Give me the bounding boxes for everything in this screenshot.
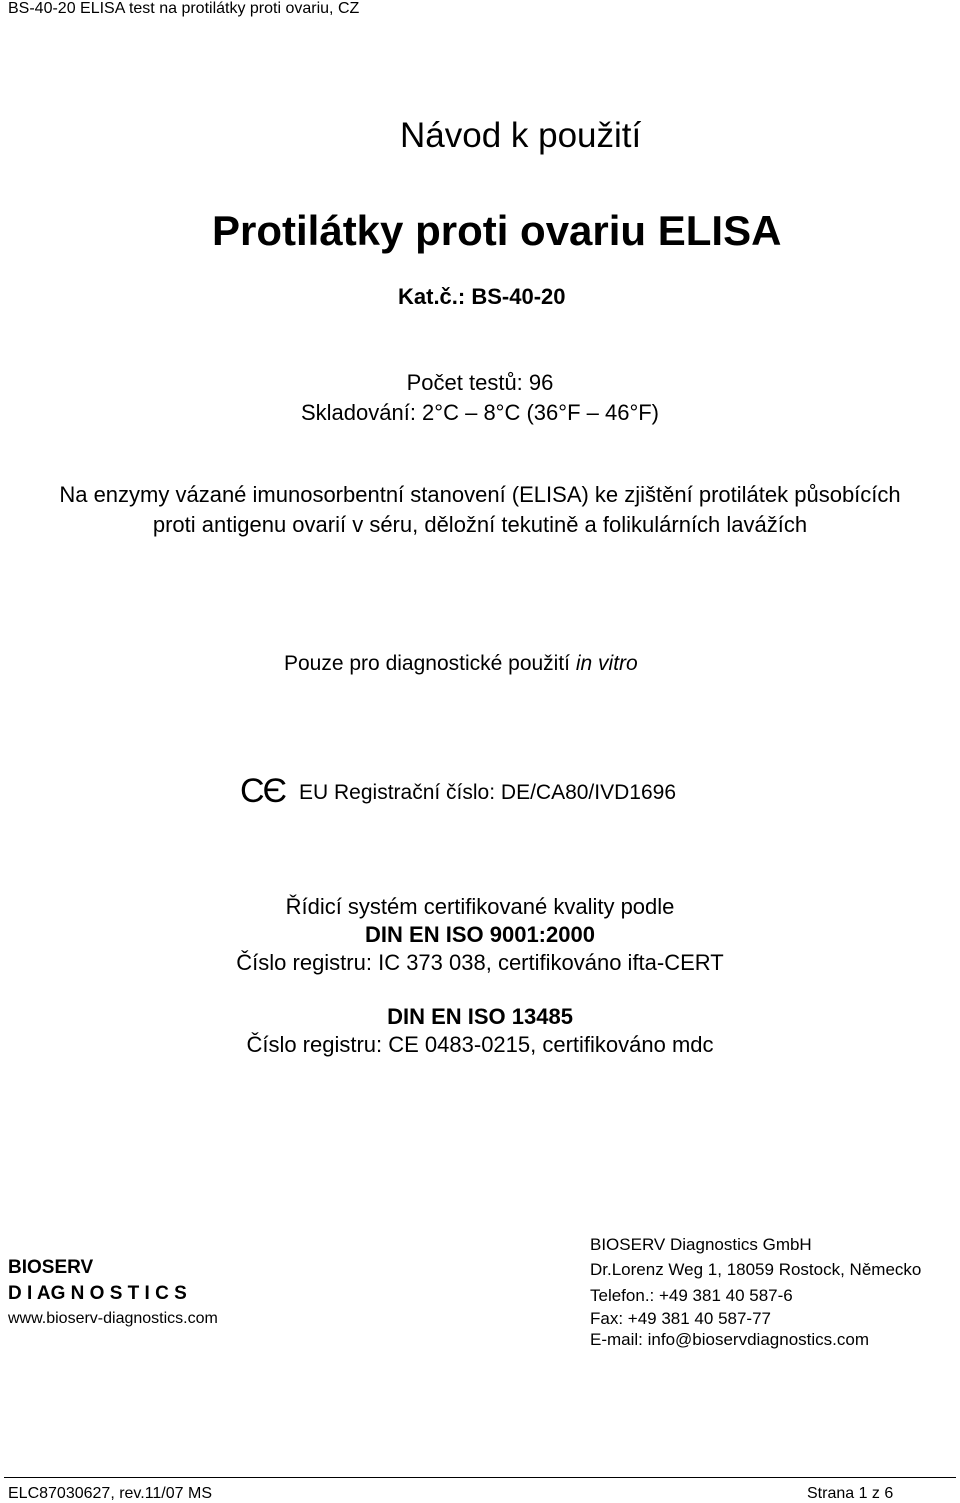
storage-conditions: Skladování: 2°C – 8°C (36°F – 46°F) bbox=[300, 400, 659, 425]
iso-9001-standard: DIN EN ISO 9001:2000 bbox=[365, 922, 595, 947]
company-logo-line-1: BIOSERV bbox=[8, 1257, 94, 1278]
company-website[interactable]: www.bioserv-diagnostics.com bbox=[8, 1310, 218, 1327]
ivd-notice bbox=[284, 652, 638, 676]
iso-9001-registry: Číslo registru: IC 373 038, certifikováno ifta-CERT bbox=[236, 950, 724, 975]
company-logo-line-2: D I AG N O S T I C S bbox=[8, 1283, 187, 1304]
iso-13485-registry: Číslo registru: CE 0483-0215, certifikováno mdc bbox=[246, 1032, 714, 1057]
footer-divider bbox=[4, 1477, 956, 1478]
description-line-2: proti antigenu ovarií v séru, děložní tekutině a folikulárních lavážích bbox=[152, 512, 808, 537]
company-address: Dr.Lorenz Weg 1, 18059 Rostock, Německo bbox=[590, 1260, 922, 1279]
quality-system-line: Řídicí systém certifikované kvality podle bbox=[285, 894, 675, 919]
ce-registration bbox=[240, 772, 676, 811]
description-line-1: Na enzymy vázané imunosorbentní stanovení (ELISA) ke zjištění protilátek působících bbox=[59, 482, 901, 507]
email-label: E-mail: bbox=[590, 1330, 648, 1349]
document-title: Návod k použití bbox=[400, 116, 642, 155]
company-phone: Telefon.: +49 381 40 587-6 bbox=[590, 1286, 793, 1305]
running-header: BS-40-20 ELISA test na protilátky proti ovariu, CZ bbox=[8, 0, 360, 17]
company-fax: Fax: +49 381 40 587-77 bbox=[590, 1309, 771, 1328]
company-name: BIOSERV Diagnostics GmbH bbox=[590, 1235, 812, 1254]
catalog-number: Kat.č.: BS-40-20 bbox=[398, 284, 566, 309]
document-id: ELC87030627, rev.11/07 MS bbox=[8, 1485, 212, 1502]
page-number: Strana 1 z 6 bbox=[807, 1485, 894, 1502]
ce-mark-icon: CЄ bbox=[240, 772, 285, 810]
company-email bbox=[590, 1330, 869, 1350]
ivd-italic: in vitro bbox=[575, 652, 638, 675]
iso-13485-standard: DIN EN ISO 13485 bbox=[387, 1004, 573, 1029]
test-count: Počet testů: 96 bbox=[406, 370, 554, 395]
email-address[interactable]: info@bioservdiagnostics.com bbox=[647, 1330, 869, 1349]
ivd-prefix: Pouze pro diagnostické použití bbox=[284, 652, 576, 675]
ce-registration-text: EU Registrační číslo: DE/CA80/IVD1696 bbox=[299, 781, 676, 804]
product-title: Protilátky proti ovariu ELISA bbox=[212, 207, 782, 254]
